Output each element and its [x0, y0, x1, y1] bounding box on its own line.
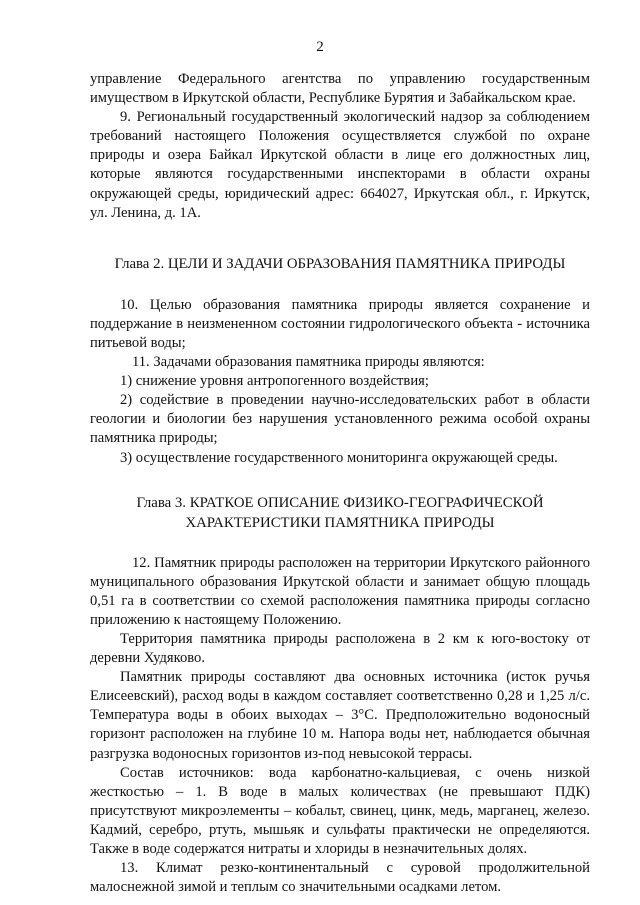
paragraph-composition: Состав источников: вода карбонатно-кальциевая, с очень низкой жесткостью – 1. В воде в малых количествах (не превышают ПДК) присутствуют микроэлементы – кобальт, свинец, цинк, медь, марганец, железо. Кадмий, серебро, ртуть, мышьяк и сульфаты практически не определяются. Также в воде содержатся нитраты и хлориды в незначительных долях. — [90, 764, 590, 857]
list-item-1: 1) снижение уровня антропогенного воздействия; — [120, 373, 429, 390]
chapter-3-heading — [90, 493, 590, 533]
paragraph-11: 11. Задачами образования памятника природы являются: — [132, 354, 485, 371]
list-item-3: 3) осуществление государственного мониторинга окружающей среды. — [120, 449, 558, 466]
document-body — [90, 70, 590, 897]
paragraph-territory: Территория памятника природы расположена в 2 км к юго-востоку от деревни Худяково. — [90, 630, 590, 667]
paragraph-12: 12. Памятник природы расположен на территории Иркутского районного муниципального образования Иркутской области и занимает общую площадь 0,51 га в соответствии со схемой расположения памятника природы согласно приложению к настоящему Положению. — [90, 554, 590, 628]
chapter-3-heading-line-1: Глава 3. КРАТКОЕ ОПИСАНИЕ ФИЗИКО-ГЕОГРАФИЧЕСКОЙ — [136, 494, 544, 511]
page-number: 2 — [316, 39, 324, 55]
paragraph-13: 13. Климат резко-континентальный с суровой продолжительной малоснежной зимой и теплым со значительными осадками летом. — [90, 860, 590, 896]
paragraph-10: 10. Целью образования памятника природы является сохранение и поддержание в неизмененном состоянии гидрологического объекта - источника питьевой воды; — [90, 296, 590, 351]
paragraph-9: 9. Региональный государственный экологический надзор за соблюдением требований настоящего Положения осуществляется службой по охране природы и озера Байкал Иркутской области в лице его должностных лиц, которые являются государственными инспекторами в области охраны окружающей среды, юридический адрес: 664027, Иркутская обл., г. Иркутск, ул. Ленина, д. 1А. — [90, 109, 590, 221]
list-item-2: 2) содействие в проведении научно-исследовательских работ в области геологии и биологии без нарушения установленного режима особой охраны памятника природы; — [90, 392, 590, 447]
paragraph-agency-continued: управление Федерального агентства по управлению государственным имуществом в Иркутской области, Республике Бурятия и Забайкальском крае. — [90, 71, 590, 107]
paragraph-sources: Памятник природы составляют два основных источника (исток ручья Елисеевский), расход воды в каждом составляет соответственно 0,28 и 1,25 л/с. Температура воды в обоих выходах – 3°С. Предположительно водоносный горизонт расположен на глубине 10 м. Напора воды нет, наблюдается обычная разгрузка водоносных горизонтов из-под невысокой террасы. — [90, 669, 590, 762]
chapter-3-heading-line-2: ХАРАКТЕРИСТИКИ ПАМЯТНИКА ПРИРОДЫ — [185, 514, 495, 531]
chapter-2-heading: Глава 2. ЦЕЛИ И ЗАДАЧИ ОБРАЗОВАНИЯ ПАМЯТНИКА ПРИРОДЫ — [114, 255, 566, 272]
